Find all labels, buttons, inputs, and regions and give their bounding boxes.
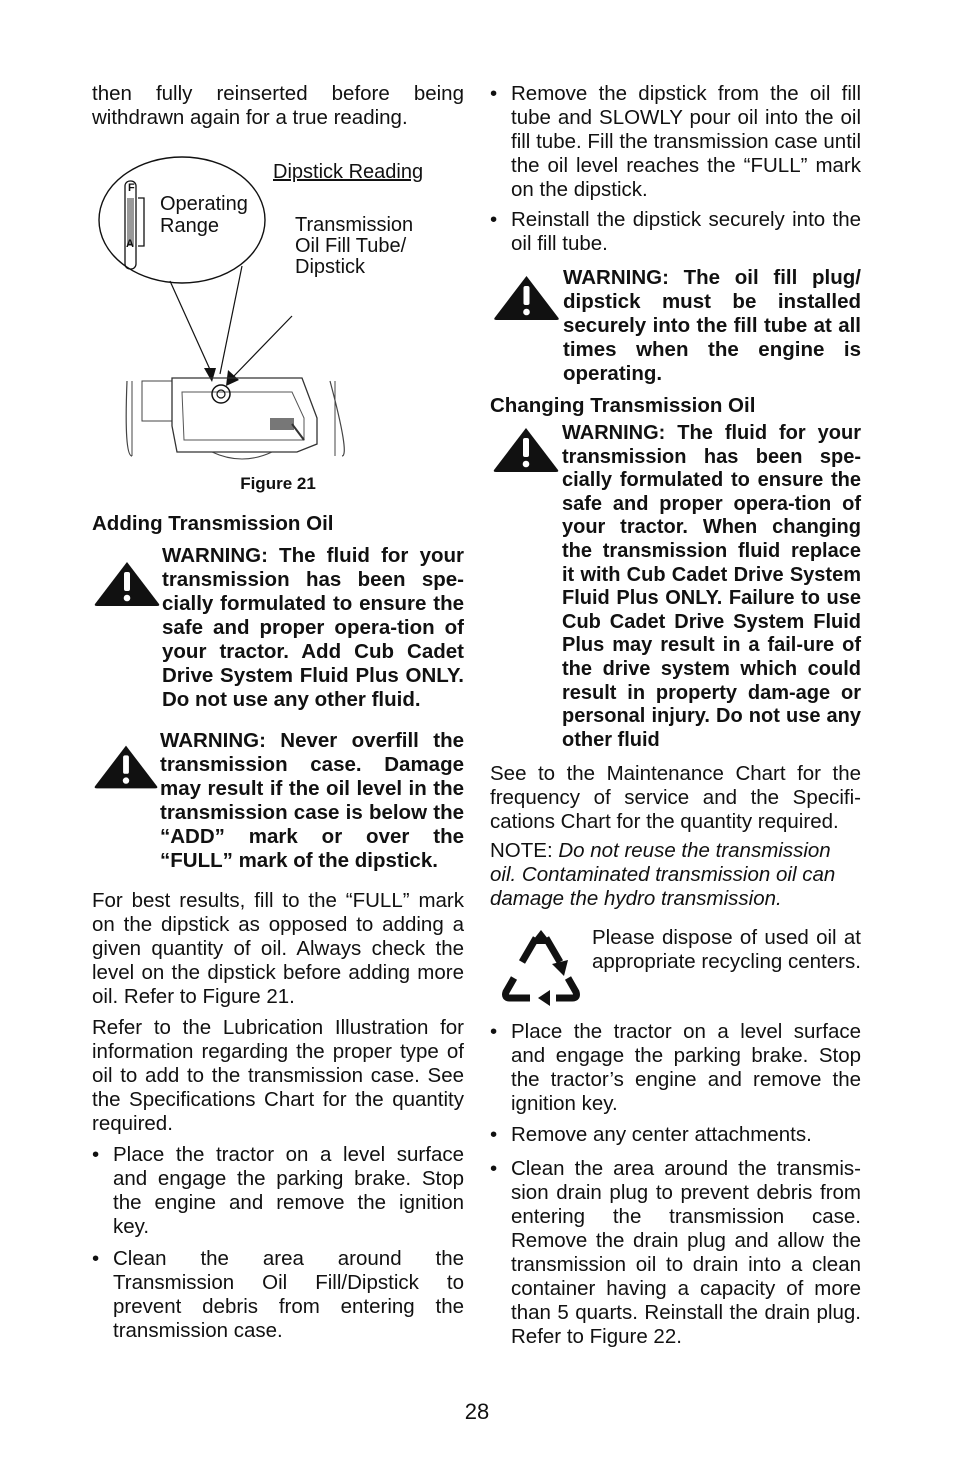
warning-block-4 [490, 422, 861, 752]
figure-caption: Figure 21 [240, 474, 316, 493]
heading-adding: Adding Transmission Oil [92, 512, 334, 535]
left-bullet-list [92, 1143, 464, 1343]
warning-text-4: WARNING: The fluid for your transmission has been spe-cially formulated to ensure the safe and proper opera-tion of your tractor. When changing the transmission fluid replace it with Cub Cadet Drive System Fluid Plus ONLY. Failure to use Cub Cadet Drive System Fluid Plus may result in a fail-ure of the drive system which could result in property dam-age or personal injury. Do not use any other fluid [562, 422, 861, 751]
para-refer-lubrication: Refer to the Lubrication Illustration for information regarding the proper type of oil to add to the transmission case. See the Specifications Chart for the quantity required. [92, 1016, 464, 1135]
list-item: • Remove any center attachments. [490, 1123, 861, 1147]
recycle-text: Please dispose of used oil at appropriate recycling centers. [592, 926, 861, 974]
range-label: Range [160, 215, 219, 237]
recycle-icon [490, 926, 592, 1010]
recycle-block [490, 926, 861, 1010]
list-item: • Place the tractor on a level surface and engage the parking brake. Stop the tractor’s engine and remove the ignition key. [490, 1020, 861, 1116]
warning-icon [490, 426, 562, 474]
list-item: • Remove the dipstick from the oil fill tube and SLOWLY pour oil into the oil fill tube. Fill the transmission case until the oil level reaches the “FULL” mark on the dipstick. [490, 82, 861, 202]
warning-text-1: WARNING: The fluid for your transmission has been spe-cially formulated to ensure the safe and proper opera-tion of your tractor. Add Cub Cadet Drive System Fluid Plus ONLY. Do not use any other fluid. [162, 544, 464, 711]
intro-text: then fully reinserted before being withdrawn again for a true reading. [92, 82, 464, 129]
list-item: • Clean the area around the transmis-sion drain plug to prevent debris from entering the transmission case. Remove the drain plug and allow the transmission oil to drain into a clean container having a capacity of more than 5 quarts. Reinstall the drain plug. Refer to Figure 22. [490, 1157, 861, 1349]
note-label: NOTE: [490, 839, 553, 863]
note-text: Do not reuse the transmission oil. Contaminated transmission oil can damage the hydro transmission. [490, 839, 836, 911]
fill-tube-label-1: Transmission [295, 214, 414, 236]
dipstick-illustration [92, 156, 464, 466]
warning-block-1 [92, 544, 464, 712]
warning-icon [92, 743, 160, 791]
right-bullet-list-top [490, 82, 861, 256]
list-item: • Reinstall the dipstick securely into the oil fill tube. [490, 208, 861, 256]
para-best-results: For best results, fill to the “FULL” mark on the dipstick as opposed to adding a given quantity of oil. Always check the level on the dipstick before adding more oil. Refer to Figure 21. [92, 889, 464, 1008]
right-column [490, 82, 861, 1349]
left-column [92, 82, 464, 1343]
warning-icon [490, 274, 563, 322]
warning-text-3: WARNING: The oil fill plug/ dipstick must be installed securely into the fill tube at all times when the engine is operating. [563, 266, 861, 385]
note-paragraph [490, 839, 861, 911]
operating-label: Operating [160, 193, 248, 215]
page-number: 28 [464, 1399, 490, 1424]
para-see-maintenance: See to the Maintenance Chart for the frequency of service and the Specifi-cations Chart for the quantity required. [490, 762, 861, 834]
full-mark-label: F [128, 182, 135, 194]
fill-tube-label-2: Oil Fill Tube/ [295, 235, 407, 257]
add-mark-label: A [126, 238, 134, 250]
dipstick-reading-label: Dipstick Reading [273, 161, 424, 183]
right-bullet-list-bottom [490, 1020, 861, 1349]
list-item: • Clean the area around the Transmission Oil Fill/Dipstick to prevent debris from entering the transmission case. [92, 1247, 464, 1343]
figure-21 [92, 156, 464, 466]
warning-block-3 [490, 266, 861, 386]
warning-text-2: WARNING: Never overfill the transmission case. Damage may result if the oil level in the transmission case is below the “ADD” mark or over the “FULL” mark of the dipstick. [160, 729, 464, 872]
fill-tube-label-3: Dipstick [295, 256, 366, 278]
list-item: • Place the tractor on a level surface and engage the parking brake. Stop the engine and remove the ignition key. [92, 1143, 464, 1239]
warning-block-2 [92, 729, 464, 873]
heading-changing: Changing Transmission Oil [490, 394, 756, 417]
warning-icon [92, 560, 162, 608]
